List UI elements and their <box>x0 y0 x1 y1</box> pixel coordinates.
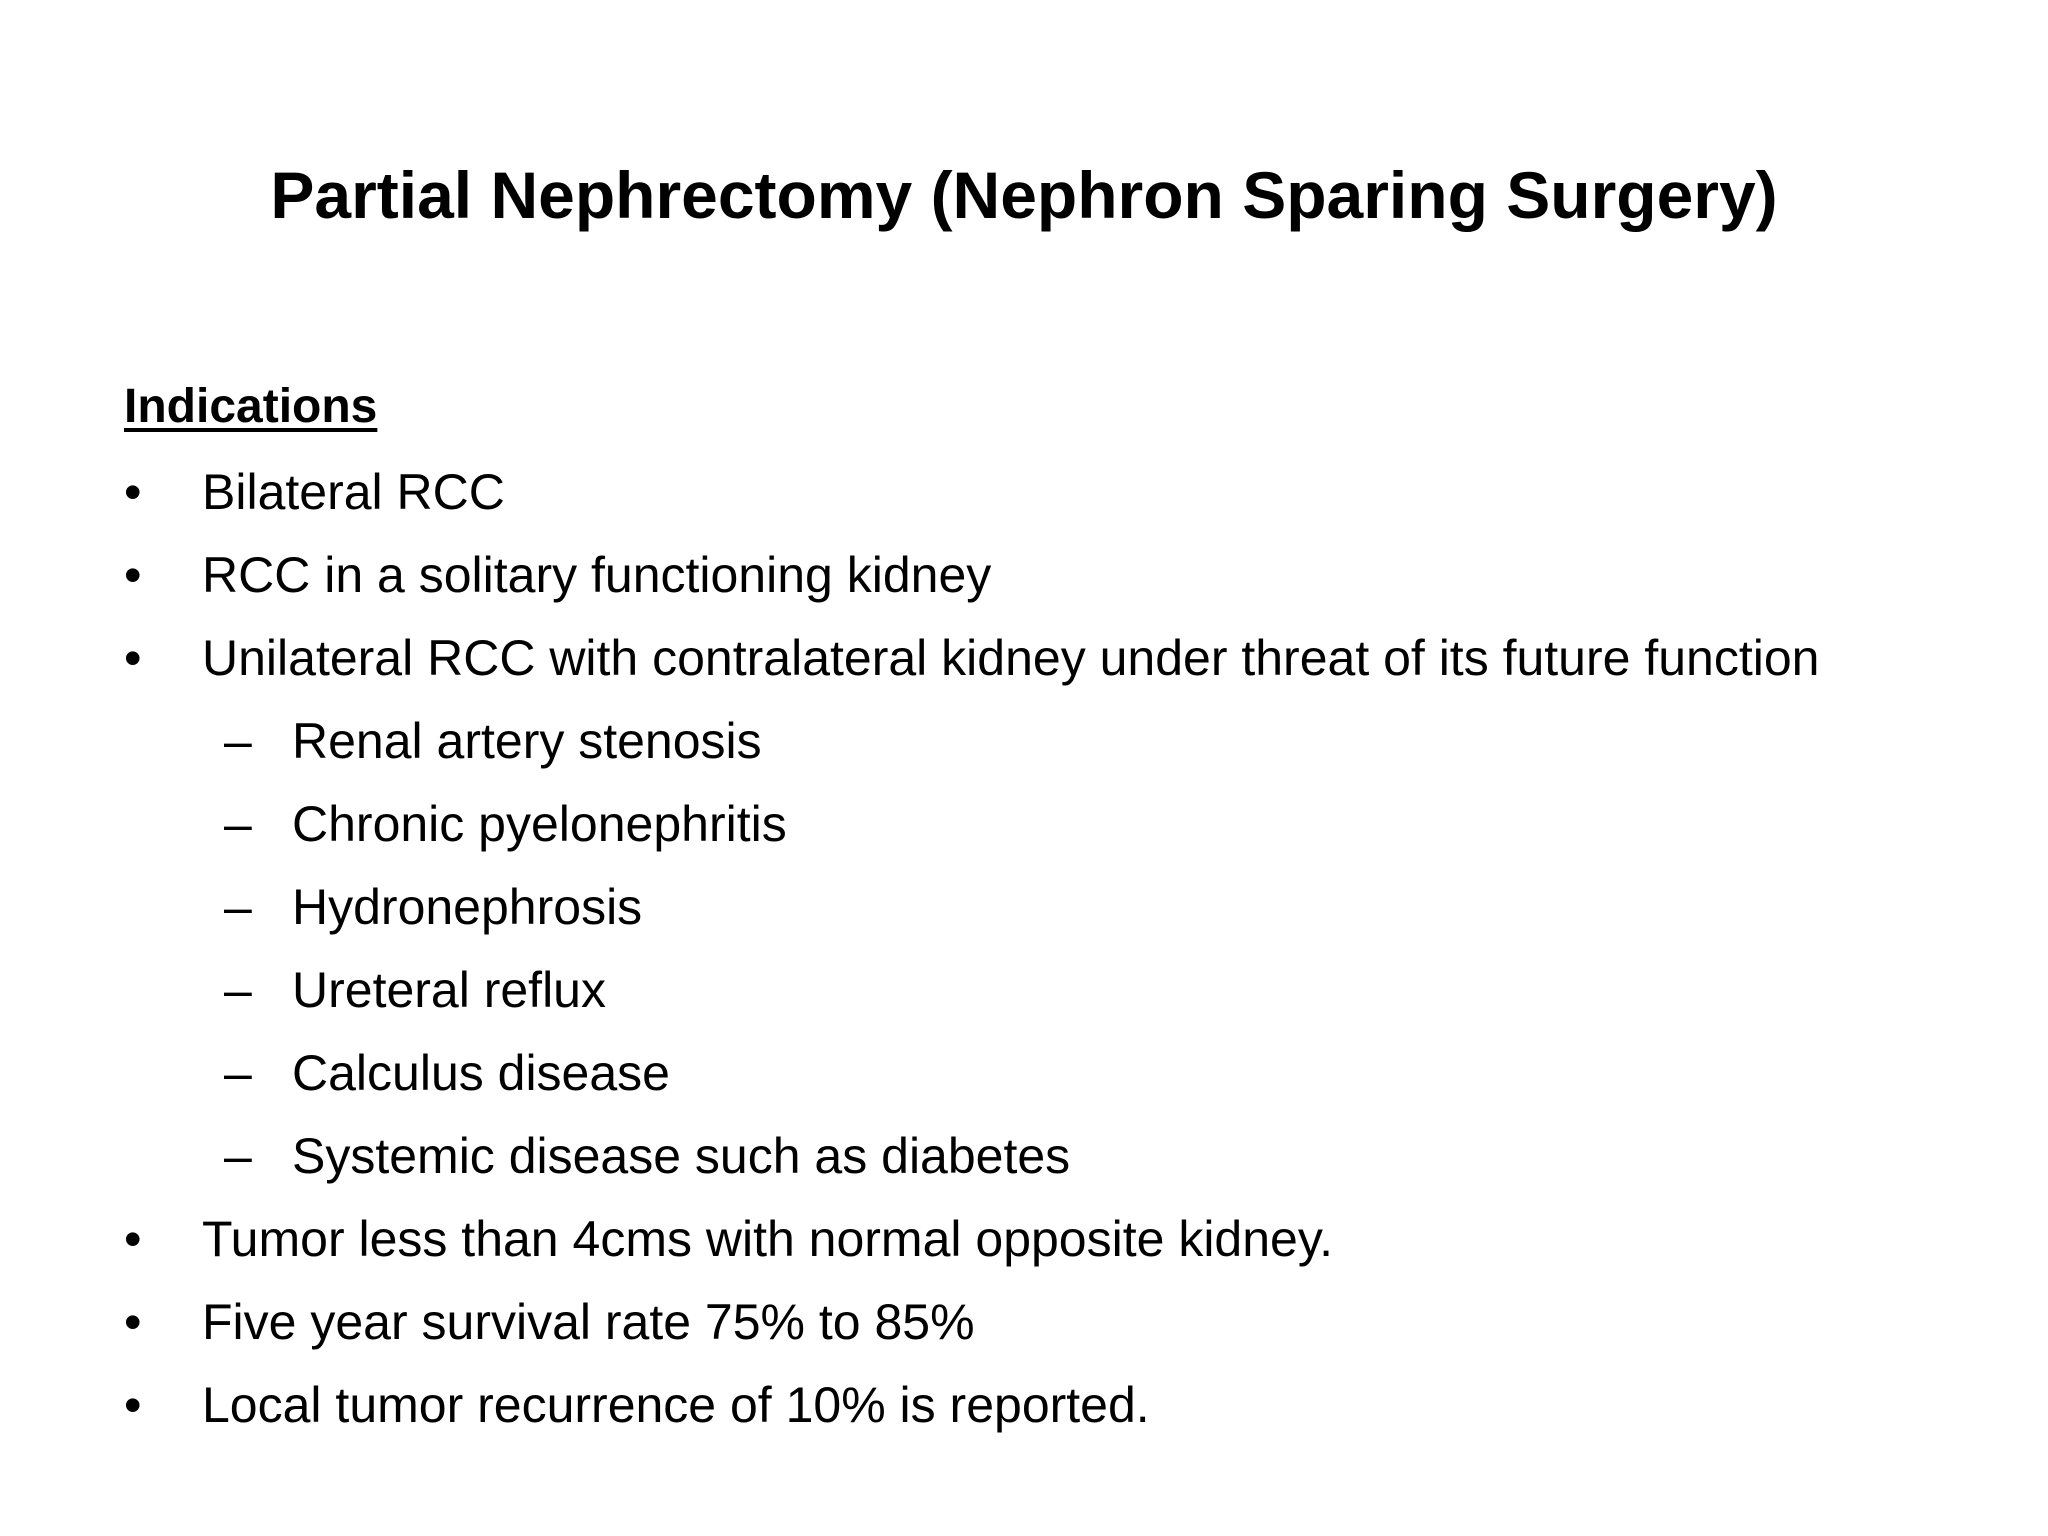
indications-heading: Indications <box>124 380 378 433</box>
sub-list-item-text: Systemic disease such as diabetes <box>292 1128 1071 1184</box>
sub-list-item-text: Ureteral reflux <box>292 962 606 1018</box>
list-item-text: Five year survival rate 75% to 85% <box>202 1294 975 1350</box>
bullet-icon: • <box>124 1211 142 1267</box>
list-item-text: Local tumor recurrence of 10% is reported. <box>202 1377 1150 1433</box>
bullet-icon: • <box>124 630 142 686</box>
dash-icon: – <box>224 713 252 769</box>
bullet-icon: • <box>124 464 142 520</box>
bullet-icon: • <box>124 1294 142 1350</box>
slide-title: Partial Nephrectomy (Nephron Sparing Surgery) <box>270 158 1778 232</box>
sub-list-item-text: Hydronephrosis <box>292 879 643 935</box>
sub-list-item-text: Chronic pyelonephritis <box>292 796 787 852</box>
list-item-text: Tumor less than 4cms with normal opposite kidney. <box>202 1211 1334 1267</box>
dash-icon: – <box>224 962 252 1018</box>
sub-list-item-text: Renal artery stenosis <box>292 713 762 769</box>
bullet-icon: • <box>124 1377 142 1433</box>
bullet-icon: • <box>124 547 142 603</box>
list-item-text: RCC in a solitary functioning kidney <box>202 547 992 603</box>
sub-list-item-text: Calculus disease <box>292 1045 670 1101</box>
list-item-text: Unilateral RCC with contralateral kidney under threat of its future function <box>202 630 1820 686</box>
dash-icon: – <box>224 1045 252 1101</box>
dash-icon: – <box>224 796 252 852</box>
dash-icon: – <box>224 879 252 935</box>
list-item-text: Bilateral RCC <box>202 464 505 520</box>
dash-icon: – <box>224 1128 252 1184</box>
